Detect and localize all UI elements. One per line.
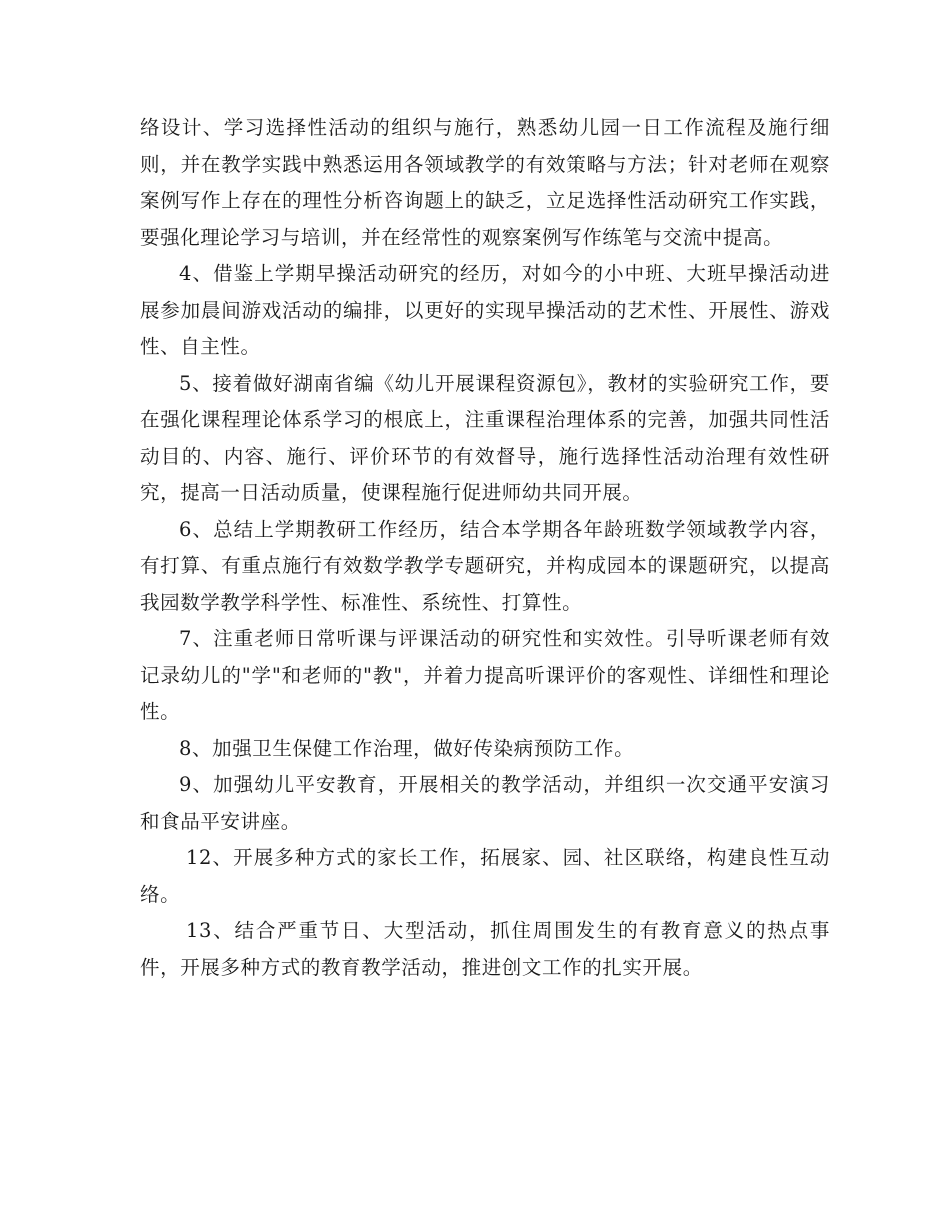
paragraph-item-6: 6、总结上学期教研工作经历，结合本学期各年龄班数学领域教学内容，有打算、有重点施行有效数学教学专题研究，并构成园本的课题研究，以提高我园数学教学科学性、标准性、系统性、打算性。 — [140, 517, 830, 614]
document-body — [140, 110, 830, 986]
paragraph-item-8: 8、加强卫生保健工作治理，做好传染病预防工作。 — [179, 736, 635, 760]
paragraph-item-5: 5、接着做好湖南省编《幼儿开展课程资源包》，教材的实验研究工作，要在强化课程理论体系学习的根底上，注重课程治理体系的完善，加强共同性活动目的、内容、施行、评价环节的有效督导，施行选择性活动治理有效性研究，提高一日活动质量，使课程施行促进师幼共同开展。 — [140, 371, 830, 504]
paragraph-item-4: 4、借鉴上学期早操活动研究的经历，对如今的小中班、大班早操活动进展参加晨间游戏活动的编排，以更好的实现早操活动的艺术性、开展性、游戏性、自主性。 — [140, 262, 830, 358]
paragraph-item-7: 7、注重老师日常听课与评课活动的研究性和实效性。引导听课老师有效记录幼儿的"学"和老师的"教"，并着力提高听课评价的客观性、详细性和理论性。 — [140, 627, 830, 723]
paragraph-item-12: 12、开展多种方式的家长工作，拓展家、园、社区联络，构建良性互动络。 — [140, 846, 830, 906]
paragraph-continuation: 络设计、学习选择性活动的组织与施行，熟悉幼儿园一日工作流程及施行细则，并在教学实践中熟悉运用各领域教学的有效策略与方法；针对老师在观察案例写作上存在的理性分析咨询题上的缺乏，立足选择性活动研究工作实践，要强化理论学习与培训，并在经常性的观察案例写作练笔与交流中提高。 — [140, 116, 830, 249]
paragraph-item-13: 13、结合严重节日、大型活动，抓住周围发生的有教育意义的热点事件，开展多种方式的教育教学活动，推进创文工作的扎实开展。 — [140, 919, 830, 979]
paragraph-item-9: 9、加强幼儿平安教育，开展相关的教学活动，并组织一次交通平安演习和食品平安讲座。 — [140, 773, 830, 833]
